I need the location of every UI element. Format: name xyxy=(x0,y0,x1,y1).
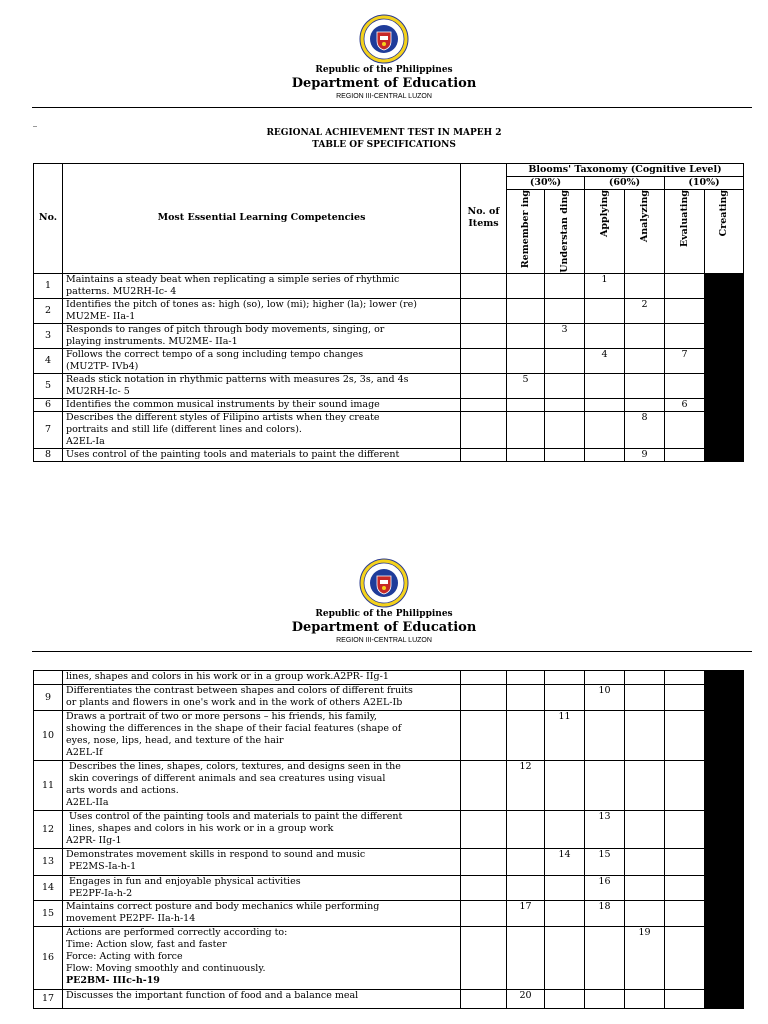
row-number: 9 xyxy=(34,685,63,711)
table-row xyxy=(34,398,744,411)
level-cell xyxy=(507,671,545,685)
items-cell xyxy=(461,876,507,901)
competency-cell xyxy=(63,761,461,811)
table-row xyxy=(34,761,744,811)
pct-60-header: (60%) xyxy=(585,177,665,190)
competency-line: showing the differences in the shape of their facial features (shape of xyxy=(66,723,402,734)
deped-seal-icon xyxy=(359,558,409,608)
competency-line: Maintains correct posture and body mechanics while performing xyxy=(66,901,380,912)
table-row xyxy=(34,711,744,761)
level-cell xyxy=(665,990,705,1009)
pct-30-header: (30%) xyxy=(507,177,585,190)
competency-line: MU2RH-Ic- 5 xyxy=(66,385,130,397)
competency-cell xyxy=(63,323,461,348)
level-cell xyxy=(507,273,545,298)
level-analyzing: Analyzing xyxy=(625,190,665,274)
table-row xyxy=(34,273,744,298)
republic-label: Republic of the Philippines xyxy=(315,609,453,619)
competency-line: Discusses the important function of food and a balance meal xyxy=(66,990,359,1001)
tos-table-page1 xyxy=(33,163,744,462)
competency-line: Uses control of the painting tools and materials to paint the different xyxy=(66,811,403,822)
level-cell xyxy=(665,811,705,849)
level-cell: 8 xyxy=(625,411,665,448)
level-cell xyxy=(625,711,665,761)
competency-line: Follows the correct tempo of a song including tempo changes xyxy=(66,348,364,360)
items-cell xyxy=(461,711,507,761)
level-cell xyxy=(545,298,585,323)
level-understanding: Understan ding xyxy=(545,190,585,274)
items-cell xyxy=(461,273,507,298)
competency-line: PE2MS-Ia-h-1 xyxy=(66,861,137,872)
competency-line: Maintains a steady beat when replicating a simple series of rhythmic xyxy=(66,273,400,285)
items-cell xyxy=(461,990,507,1009)
level-cell xyxy=(545,990,585,1009)
competency-header: Most Essential Learning Competencies xyxy=(63,164,461,274)
no-header: No. xyxy=(34,164,63,274)
level-cell: 7 xyxy=(665,348,705,373)
level-cell xyxy=(545,811,585,849)
level-cell: 2 xyxy=(625,298,665,323)
level-cell xyxy=(585,448,625,461)
test-title: REGIONAL ACHIEVEMENT TEST IN MAPEH 2 xyxy=(266,128,502,138)
competency-line: A2EL-Ia xyxy=(66,435,105,447)
items-cell xyxy=(461,671,507,685)
items-cell xyxy=(461,448,507,461)
level-cell: 10 xyxy=(585,685,625,711)
row-number: 3 xyxy=(34,323,63,348)
row-number: 2 xyxy=(34,298,63,323)
table-row xyxy=(34,323,744,348)
level-cell xyxy=(625,398,665,411)
level-cell: 20 xyxy=(507,990,545,1009)
competency-cell xyxy=(63,398,461,411)
level-cell: 3 xyxy=(545,323,585,348)
tos-subtitle: TABLE OF SPECIFICATIONS xyxy=(312,140,456,150)
level-cell xyxy=(665,761,705,811)
competency-line: A2PR- IIg-1 xyxy=(66,835,122,846)
level-cell xyxy=(625,901,665,927)
row-number: 13 xyxy=(34,849,63,876)
creating-column-shade xyxy=(705,671,744,1009)
table-row xyxy=(34,811,744,849)
competency-cell xyxy=(63,348,461,373)
level-cell xyxy=(665,711,705,761)
level-cell xyxy=(585,323,625,348)
level-cell xyxy=(545,671,585,685)
level-cell xyxy=(507,323,545,348)
level-cell xyxy=(545,685,585,711)
competency-cell xyxy=(63,273,461,298)
header-rule xyxy=(32,107,752,108)
row-number: 17 xyxy=(34,990,63,1009)
competency-cell xyxy=(63,990,461,1009)
table-row xyxy=(34,685,744,711)
level-cell xyxy=(665,323,705,348)
row-number: 12 xyxy=(34,811,63,849)
region-label: REGION III-CENTRAL LUZON xyxy=(336,93,432,100)
level-remembering: Remember ing xyxy=(507,190,545,274)
level-cell xyxy=(665,901,705,927)
pct-10-header: (10%) xyxy=(665,177,744,190)
row-number: 14 xyxy=(34,876,63,901)
level-cell xyxy=(665,273,705,298)
competency-cell xyxy=(63,876,461,901)
competency-line: Flow: Moving smoothly and continuously. xyxy=(66,963,266,974)
competency-line: A2EL-IIa xyxy=(66,797,109,808)
competency-cell xyxy=(63,411,461,448)
level-cell: 1 xyxy=(585,273,625,298)
level-cell xyxy=(585,711,625,761)
level-cell: 13 xyxy=(585,811,625,849)
level-cell xyxy=(507,927,545,990)
competency-line: eyes, nose, lips, head, and texture of the hair xyxy=(66,735,284,746)
level-cell xyxy=(665,876,705,901)
level-creating: Creating xyxy=(705,190,744,274)
level-cell: 16 xyxy=(585,876,625,901)
level-cell xyxy=(545,927,585,990)
level-cell xyxy=(545,273,585,298)
table-row xyxy=(34,849,744,876)
competency-line: MU2ME- IIa-1 xyxy=(66,310,136,322)
competency-cell xyxy=(63,901,461,927)
items-cell xyxy=(461,373,507,398)
tos-table-page2 xyxy=(33,670,744,1009)
row-number: 5 xyxy=(34,373,63,398)
items-cell xyxy=(461,348,507,373)
level-cell xyxy=(665,685,705,711)
competency-cell xyxy=(63,849,461,876)
document-title xyxy=(0,127,768,151)
items-cell xyxy=(461,411,507,448)
department-label: Department of Education xyxy=(291,76,477,91)
level-cell xyxy=(585,990,625,1009)
creating-column-shade xyxy=(705,273,744,461)
competency-line: Engages in fun and enjoyable physical activities xyxy=(66,876,301,887)
level-cell xyxy=(625,849,665,876)
level-cell xyxy=(507,398,545,411)
level-cell: 14 xyxy=(545,849,585,876)
table-row xyxy=(34,671,744,685)
level-cell xyxy=(625,348,665,373)
competency-line: Force: Acting with force xyxy=(66,951,183,962)
competency-cell xyxy=(63,298,461,323)
competency-line: lines, shapes and colors in his work or in a group work xyxy=(66,823,334,834)
level-cell xyxy=(585,761,625,811)
level-cell: 11 xyxy=(545,711,585,761)
items-cell xyxy=(461,927,507,990)
competency-cell xyxy=(63,671,461,685)
table-row xyxy=(34,373,744,398)
level-cell xyxy=(585,411,625,448)
table-row xyxy=(34,901,744,927)
page1-header xyxy=(0,14,768,102)
level-cell xyxy=(625,671,665,685)
row-number: 6 xyxy=(34,398,63,411)
competency-line: or plants and flowers in one's work and in the work of others A2EL-Ib xyxy=(66,697,403,708)
competency-cell xyxy=(63,685,461,711)
level-cell: 18 xyxy=(585,901,625,927)
level-cell xyxy=(507,685,545,711)
competency-cell xyxy=(63,448,461,461)
level-cell xyxy=(545,348,585,373)
row-number xyxy=(34,671,63,685)
competency-line: PE2BM- IIIc-h-19 xyxy=(66,975,160,986)
level-cell xyxy=(585,927,625,990)
level-cell xyxy=(545,411,585,448)
level-cell xyxy=(625,273,665,298)
competency-line: Time: Action slow, fast and faster xyxy=(66,939,227,950)
level-cell xyxy=(507,448,545,461)
level-cell xyxy=(625,761,665,811)
items-cell xyxy=(461,398,507,411)
row-number: 10 xyxy=(34,711,63,761)
competency-line: (MU2TP- IVb4) xyxy=(66,360,139,372)
competency-line: playing instruments. MU2ME- IIa-1 xyxy=(66,335,238,347)
row-number: 4 xyxy=(34,348,63,373)
level-cell xyxy=(545,876,585,901)
competency-line: Draws a portrait of two or more persons – his friends, his family, xyxy=(66,711,377,722)
competency-line: arts words and actions. xyxy=(66,785,179,796)
level-cell xyxy=(585,373,625,398)
region-label: REGION III-CENTRAL LUZON xyxy=(336,637,432,644)
level-cell: 12 xyxy=(507,761,545,811)
level-cell: 15 xyxy=(585,849,625,876)
level-cell xyxy=(665,298,705,323)
level-cell xyxy=(545,448,585,461)
republic-label: Republic of the Philippines xyxy=(315,65,453,75)
table-row xyxy=(34,927,744,990)
level-applying: Applying xyxy=(585,190,625,274)
competency-line: Reads stick notation in rhythmic patterns with measures 2s, 3s, and 4s xyxy=(66,373,409,385)
level-cell xyxy=(507,411,545,448)
level-cell xyxy=(545,373,585,398)
row-number: 7 xyxy=(34,411,63,448)
competency-line: Demonstrates movement skills in respond to sound and music xyxy=(66,849,366,860)
items-header: No. of Items xyxy=(461,164,507,274)
table-row xyxy=(34,448,744,461)
level-cell xyxy=(585,671,625,685)
competency-line: movement PE2PF- IIa-h-14 xyxy=(66,913,196,924)
row-number: 16 xyxy=(34,927,63,990)
competency-line: PE2PF-Ia-h-2 xyxy=(66,888,133,899)
competency-line: patterns. MU2RH-Ic- 4 xyxy=(66,285,177,297)
competency-line: lines, shapes and colors in his work or in a group work.A2PR- IIg-1 xyxy=(66,671,389,682)
header-rule xyxy=(32,651,752,652)
level-cell xyxy=(665,373,705,398)
competency-line: Identifies the common musical instruments by their sound image xyxy=(66,398,380,410)
table-row xyxy=(34,876,744,901)
blooms-header: Blooms' Taxonomy (Cognitive Level) xyxy=(507,164,744,177)
level-cell xyxy=(665,927,705,990)
level-cell xyxy=(545,901,585,927)
level-cell: 17 xyxy=(507,901,545,927)
items-cell xyxy=(461,685,507,711)
level-cell: 19 xyxy=(625,927,665,990)
level-cell xyxy=(585,398,625,411)
level-cell xyxy=(625,323,665,348)
competency-cell xyxy=(63,811,461,849)
level-cell xyxy=(507,849,545,876)
table-row xyxy=(34,411,744,448)
level-cell xyxy=(507,876,545,901)
competency-line: Differentiates the contrast between shapes and colors of different fruits xyxy=(66,685,413,696)
department-label: Department of Education xyxy=(291,620,477,635)
competency-cell xyxy=(63,373,461,398)
competency-line: portraits and still life (different lines and colors). xyxy=(66,423,302,435)
deped-seal-icon xyxy=(359,14,409,64)
level-cell xyxy=(545,761,585,811)
competency-line: Describes the different styles of Filipino artists when they create xyxy=(66,411,380,423)
level-cell: 9 xyxy=(625,448,665,461)
items-cell xyxy=(461,323,507,348)
table-row xyxy=(34,990,744,1009)
competency-line: Describes the lines, shapes, colors, textures, and designs seen in the xyxy=(66,761,401,772)
level-cell xyxy=(625,990,665,1009)
table-row xyxy=(34,348,744,373)
competency-line: Actions are performed correctly according to: xyxy=(66,927,288,938)
items-cell xyxy=(461,849,507,876)
row-number: 11 xyxy=(34,761,63,811)
level-cell xyxy=(507,811,545,849)
items-cell xyxy=(461,761,507,811)
level-cell xyxy=(625,811,665,849)
items-cell xyxy=(461,901,507,927)
competency-line: Responds to ranges of pitch through body movements, singing, or xyxy=(66,323,385,335)
level-cell xyxy=(665,671,705,685)
level-cell xyxy=(665,849,705,876)
competency-line: A2EL-If xyxy=(66,747,103,758)
competency-line: Uses control of the painting tools and materials to paint the different xyxy=(66,448,400,460)
level-cell xyxy=(665,411,705,448)
level-cell xyxy=(507,711,545,761)
competency-cell xyxy=(63,711,461,761)
level-cell xyxy=(545,398,585,411)
level-evaluating: Evaluating xyxy=(665,190,705,274)
items-cell xyxy=(461,298,507,323)
table-row xyxy=(34,298,744,323)
level-cell xyxy=(625,373,665,398)
row-number: 1 xyxy=(34,273,63,298)
level-cell: 6 xyxy=(665,398,705,411)
level-cell: 4 xyxy=(585,348,625,373)
level-cell xyxy=(507,298,545,323)
level-cell xyxy=(625,876,665,901)
level-cell xyxy=(625,685,665,711)
row-number: 8 xyxy=(34,448,63,461)
level-cell xyxy=(507,348,545,373)
competency-cell xyxy=(63,927,461,990)
level-cell: 5 xyxy=(507,373,545,398)
competency-line: Identifies the pitch of tones as: high (so), low (mi); higher (la); lower (re) xyxy=(66,298,417,310)
competency-line: skin coverings of different animals and sea creatures using visual xyxy=(66,773,386,784)
items-cell xyxy=(461,811,507,849)
page2-header xyxy=(0,558,768,646)
level-cell xyxy=(665,448,705,461)
level-cell xyxy=(585,298,625,323)
row-number: 15 xyxy=(34,901,63,927)
